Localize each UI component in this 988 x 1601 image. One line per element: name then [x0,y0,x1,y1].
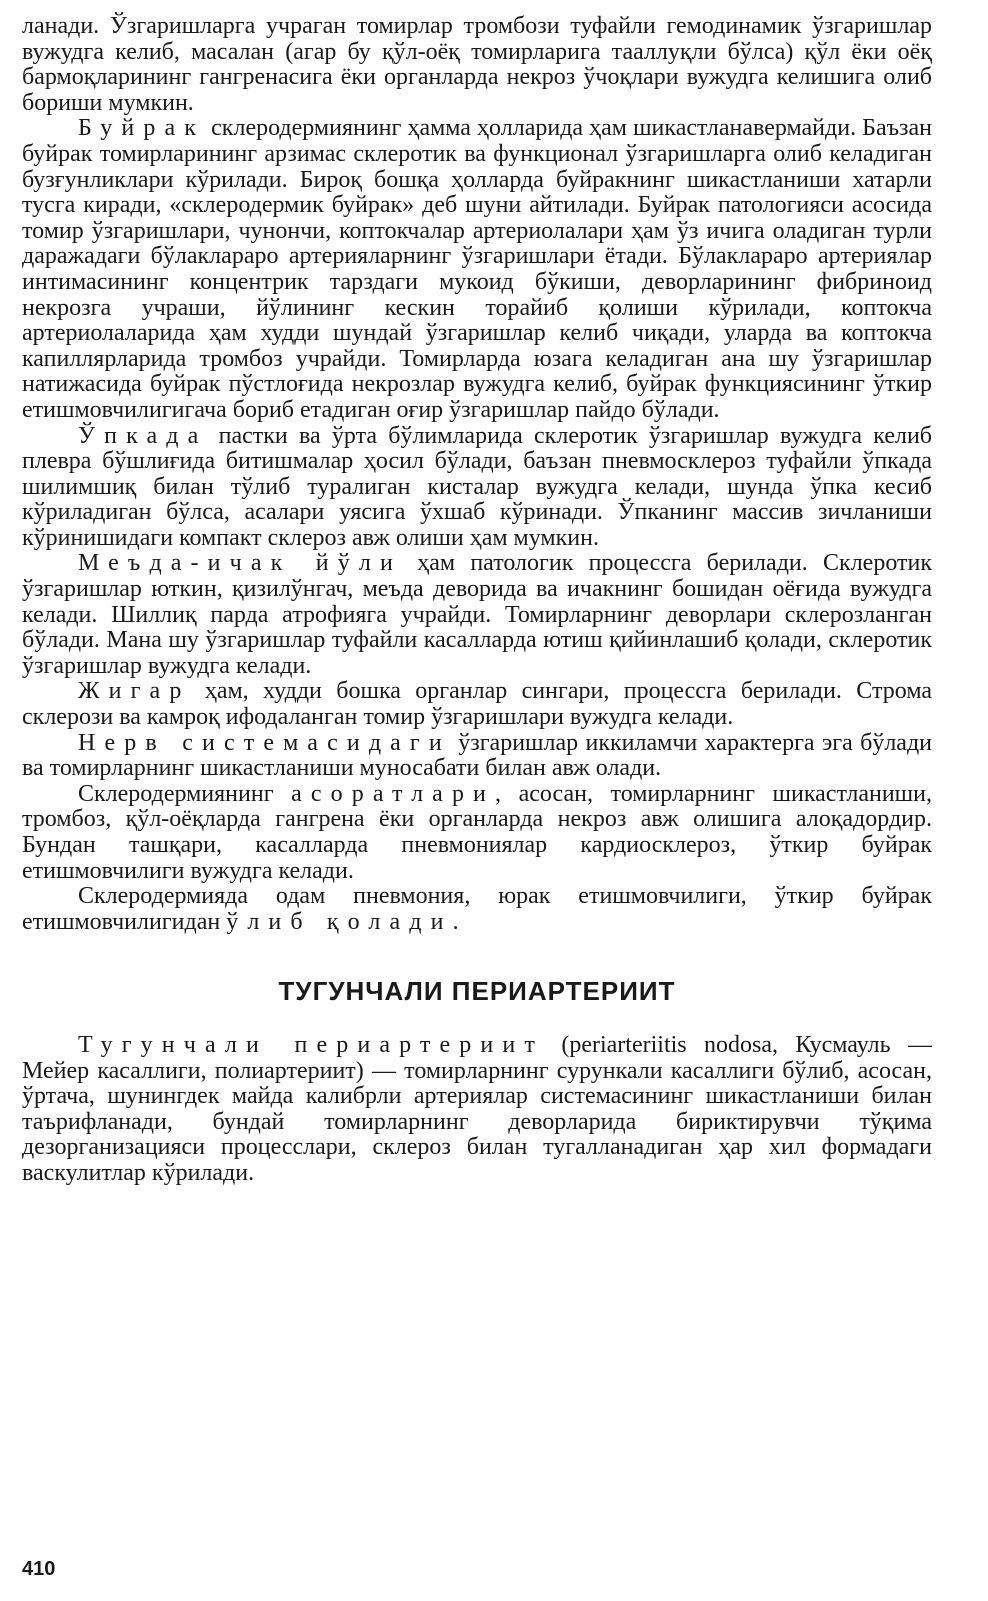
paragraph-text: ўзгаришлар иккиламчи характерга эга бўлади ва томирларнинг шикастланиши муносабати билан авж олади. [22,729,932,782]
spaced-term: Жигар [78,678,191,705]
paragraph-text: ҳам, худди бошка органлар сингари, процессга берилади. Строма склерози ва камроқ ифодаланган томир ўзгаришлари вужудга келади. [22,678,932,731]
spaced-term: ўлиб қолади [226,908,453,935]
paragraph-liver [22,679,932,730]
spaced-term: Ўпкада [78,422,208,449]
spaced-term: Нерв системасидаги [78,729,451,756]
paragraph-gastrointestinal [22,551,932,679]
paragraph-text: , асосан, томирларнинг шикастланиши, тромбоз, қўл-оёқларда гангрена ёки органларда некроз авж олишига алоқадордир. Бундан ташқари, касалларда пневмониялар кардиосклероз, ўткир буйрак етишмовчилиги вужудга келади. [22,780,932,884]
spaced-term: Меъда-ичак йўли [78,550,402,577]
paragraph-continuation [22,14,932,116]
paragraph-lungs [22,424,932,552]
paragraph-lead: Склеродермиянинг [78,780,292,807]
spaced-term: Тугунчали периартериит [78,1031,544,1058]
paragraph-lead: Склеродермияда одам пневмония, юрак етишмовчилиги, ўткир буйрак етишмовчилигидан [22,883,932,935]
spaced-term: асоратлари [291,780,496,807]
paragraph-text: (periarteriitis nodosa, Кусмауль — Мейер касаллиги, полиартериит) — томирларнинг сурункали касаллиги бўлиб, асосан, ўртача, шунингдек майда калибрли артериялар системасининг шикастланиши билан таърифланади, бундай томирларнинг деворларида бириктирувчи тўқима дезорганизацияси процесслари, склероз билан тугалланадиган ҳар хил формадаги васкулитлар кўрилади. [22,1031,932,1186]
paragraph-kidney [22,116,932,423]
paragraph-text: склеродермиянинг ҳамма ҳолларида ҳам шикастланавермайди. Баъзан буйрак томирларининг арзимас склеротик ва функционал ўзгаришларга олиб келадиган бузғунликлари кўрилади. Бироқ бошқа ҳолларда буйракнинг шикастланиши хатарли тусга киради, «склеродермик буйрак» деб шуни айтилади. Буйрак патологияси асосида томир ўзгаришлари, чунончи, коптокчалар артериолалари ҳам ўз ичига оладиган турли даражадаги бўлакларaро артериялaрнинг ўзгаришлари ётади. Бўлакларaро артериялар интимасининг концентрик тарздаги мукоид бўкиши, деворларининг фибриноид некрозга учраши, йўлининг кескин торайиб қолиши кўрилади, коптокча артериолаларида ҳам худди шундай ўзгаришлар келиб чиқади, уларда ва коптокча капиллярларида тромбоз учрайди. Томирларда юзага келадиган ана шу ўзгаришлар натижасида буйрак пўстлоғида некрозлар вужудга келиб, буйрак функциясининг ўткир етишмовчилигигача бориб етадиган оғир ўзгаришлар пайдо бўлади. [22,115,932,423]
paragraph-text: ланади. Ўзгаришларга учраган томирлар тромбози туфайли гемодинамик ўзгаришлар вужудга келиб, масалан (агар бу қўл-оёқ томирларига тааллуқли бўлса) қўл ёки оёқ бармоқларининг гангренасига ёки органларда некроз ўчоқлари вужудга келишига олиб бориши мумкин. [22,13,932,116]
paragraph-complications [22,782,932,884]
paragraph-nervous-system [22,731,932,782]
paragraph-text: ҳам патологик процессга берилади. Склеротик ўзгаришлар юткин, қизилўнгач, меъда деворида ва ичакнинг бошидан оёғида вужудга келади. Шиллиқ парда атрофияга учрайди. Томирларнинг деворлари склерозланган бўлади. Мана шу ўзгаришлар туфайли касалларда ютиш қийинлашиб қолади, склеротик ўзгаришлар вужудга келади. [22,550,932,679]
paragraph-outcome [22,884,932,935]
paragraph-text: пастки ва ўрта бўлимларида склеротик ўзгаришлар вужудга келиб плевра бўшлиғида битишмалар ҳосил бўлади, баъзан пневмосклероз туфайли ўпкада шилимшиқ билан тўлиб туралиган кисталар вужудга келади, шунда ўпка кесиб кўриладиган бўлса, асалари уясига ўхшаб кўринади. Ўпканинг массив зичланиши кўринишидаги компакт склероз авж олиши ҳам мумкин. [22,422,932,551]
spaced-term: Буйрак [78,115,206,142]
paragraph-periarteritis [22,1033,932,1187]
main-text [22,14,932,1187]
paragraph-text: . [452,908,459,935]
section-heading: ТУГУНЧАЛИ ПЕРИАРТЕРИИТ [278,976,676,1007]
page-number: 410 [22,1558,56,1580]
